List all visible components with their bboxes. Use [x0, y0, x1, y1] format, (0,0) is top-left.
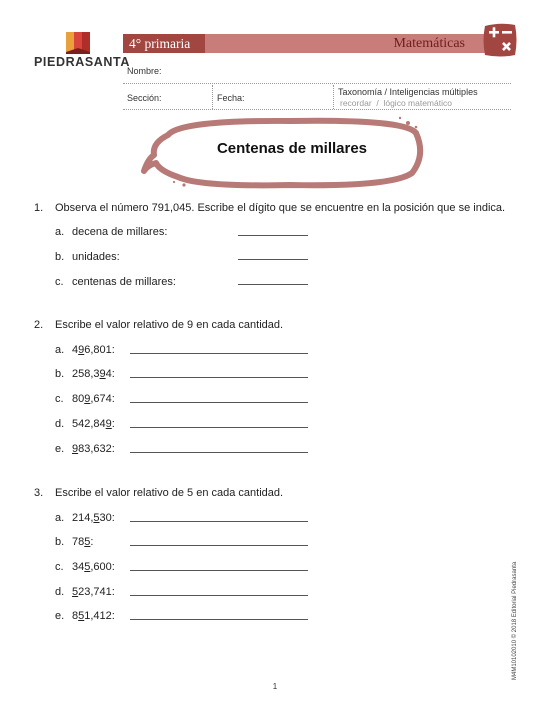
underlined-digit: 5 — [93, 512, 100, 524]
item-letter: e. — [55, 443, 65, 455]
item-letter: d. — [55, 418, 65, 430]
item-letter: a. — [55, 344, 65, 356]
publisher-logo-text: PIEDRASANTA — [34, 55, 130, 69]
underlined-digit: 9 — [105, 418, 112, 430]
item-number: 785: — [72, 536, 94, 548]
question-number: 2. — [34, 319, 44, 331]
item-letter: b. — [55, 251, 65, 263]
section-field-label: Sección: — [127, 93, 162, 103]
item-letter: c. — [55, 393, 64, 405]
underlined-digit: 9 — [84, 393, 91, 405]
copyright-credit: M4M10102010 © 2018 Editorial Piedrasanta — [512, 561, 518, 680]
answer-line[interactable] — [238, 284, 308, 285]
answer-line[interactable] — [130, 452, 308, 453]
field-divider — [333, 85, 334, 109]
item-text: centenas de millares: — [72, 276, 176, 288]
item-text: decena de millares: — [72, 226, 168, 238]
question-prompt: Escribe el valor relativo de 5 en cada cantidad. — [55, 487, 284, 499]
underlined-digit: 5 — [78, 610, 85, 622]
plus-minus-times-icon — [482, 22, 518, 58]
item-text: unidades: — [72, 251, 120, 263]
item-letter: a. — [55, 226, 65, 238]
item-number: 809,674: — [72, 393, 115, 405]
underlined-digit: 5 — [84, 561, 91, 573]
piedrasanta-logo-icon — [66, 32, 90, 54]
page-title: Centenas de millares — [216, 140, 368, 157]
underlined-digit: 9 — [72, 443, 79, 455]
answer-line[interactable] — [130, 619, 308, 620]
underlined-digit: 9 — [99, 368, 106, 380]
answer-line[interactable] — [238, 235, 308, 236]
answer-line[interactable] — [130, 402, 308, 403]
item-letter: b. — [55, 536, 65, 548]
date-field-label: Fecha: — [217, 93, 245, 103]
item-letter: c. — [55, 276, 64, 288]
item-letter: a. — [55, 512, 65, 524]
underlined-digit: 9 — [78, 344, 85, 356]
answer-line[interactable] — [130, 595, 308, 596]
item-number: 345,600: — [72, 561, 115, 573]
item-number: 983,632: — [72, 443, 115, 455]
underlined-digit: 5 — [84, 536, 91, 548]
answer-line[interactable] — [130, 545, 308, 546]
taxonomy-detail: recordar / lógico matemático — [340, 98, 452, 108]
answer-line[interactable] — [130, 521, 308, 522]
item-number: 542,849: — [72, 418, 115, 430]
subject-label: Matemáticas — [393, 36, 465, 51]
item-number: 496,801: — [72, 344, 115, 356]
item-number: 214,530: — [72, 512, 115, 524]
answer-line[interactable] — [130, 353, 308, 354]
item-letter: e. — [55, 610, 65, 622]
answer-line[interactable] — [130, 570, 308, 571]
item-letter: d. — [55, 586, 65, 598]
taxonomy-title: Taxonomía / Inteligencias múltiples — [338, 87, 478, 97]
name-field-line[interactable] — [123, 83, 511, 84]
name-field-label: Nombre: — [127, 66, 162, 76]
item-number: 523,741: — [72, 586, 115, 598]
question-number: 3. — [34, 487, 44, 499]
answer-line[interactable] — [130, 377, 308, 378]
item-number: 258,394: — [72, 368, 115, 380]
answer-line[interactable] — [130, 427, 308, 428]
underlined-digit: 5 — [72, 586, 79, 598]
page-number: 1 — [272, 682, 278, 691]
question-number: 1. — [34, 202, 44, 214]
item-letter: c. — [55, 561, 64, 573]
section-field-line[interactable] — [123, 109, 511, 110]
field-divider — [212, 85, 213, 109]
item-letter: b. — [55, 368, 65, 380]
item-number: 851,412: — [72, 610, 115, 622]
answer-line[interactable] — [238, 259, 308, 260]
grade-label: 4° primaria — [123, 34, 205, 53]
question-prompt: Escribe el valor relativo de 9 en cada cantidad. — [55, 319, 284, 331]
question-prompt: Observa el número 791,045. Escribe el dígito que se encuentre en la posición que se indica. — [55, 202, 506, 214]
